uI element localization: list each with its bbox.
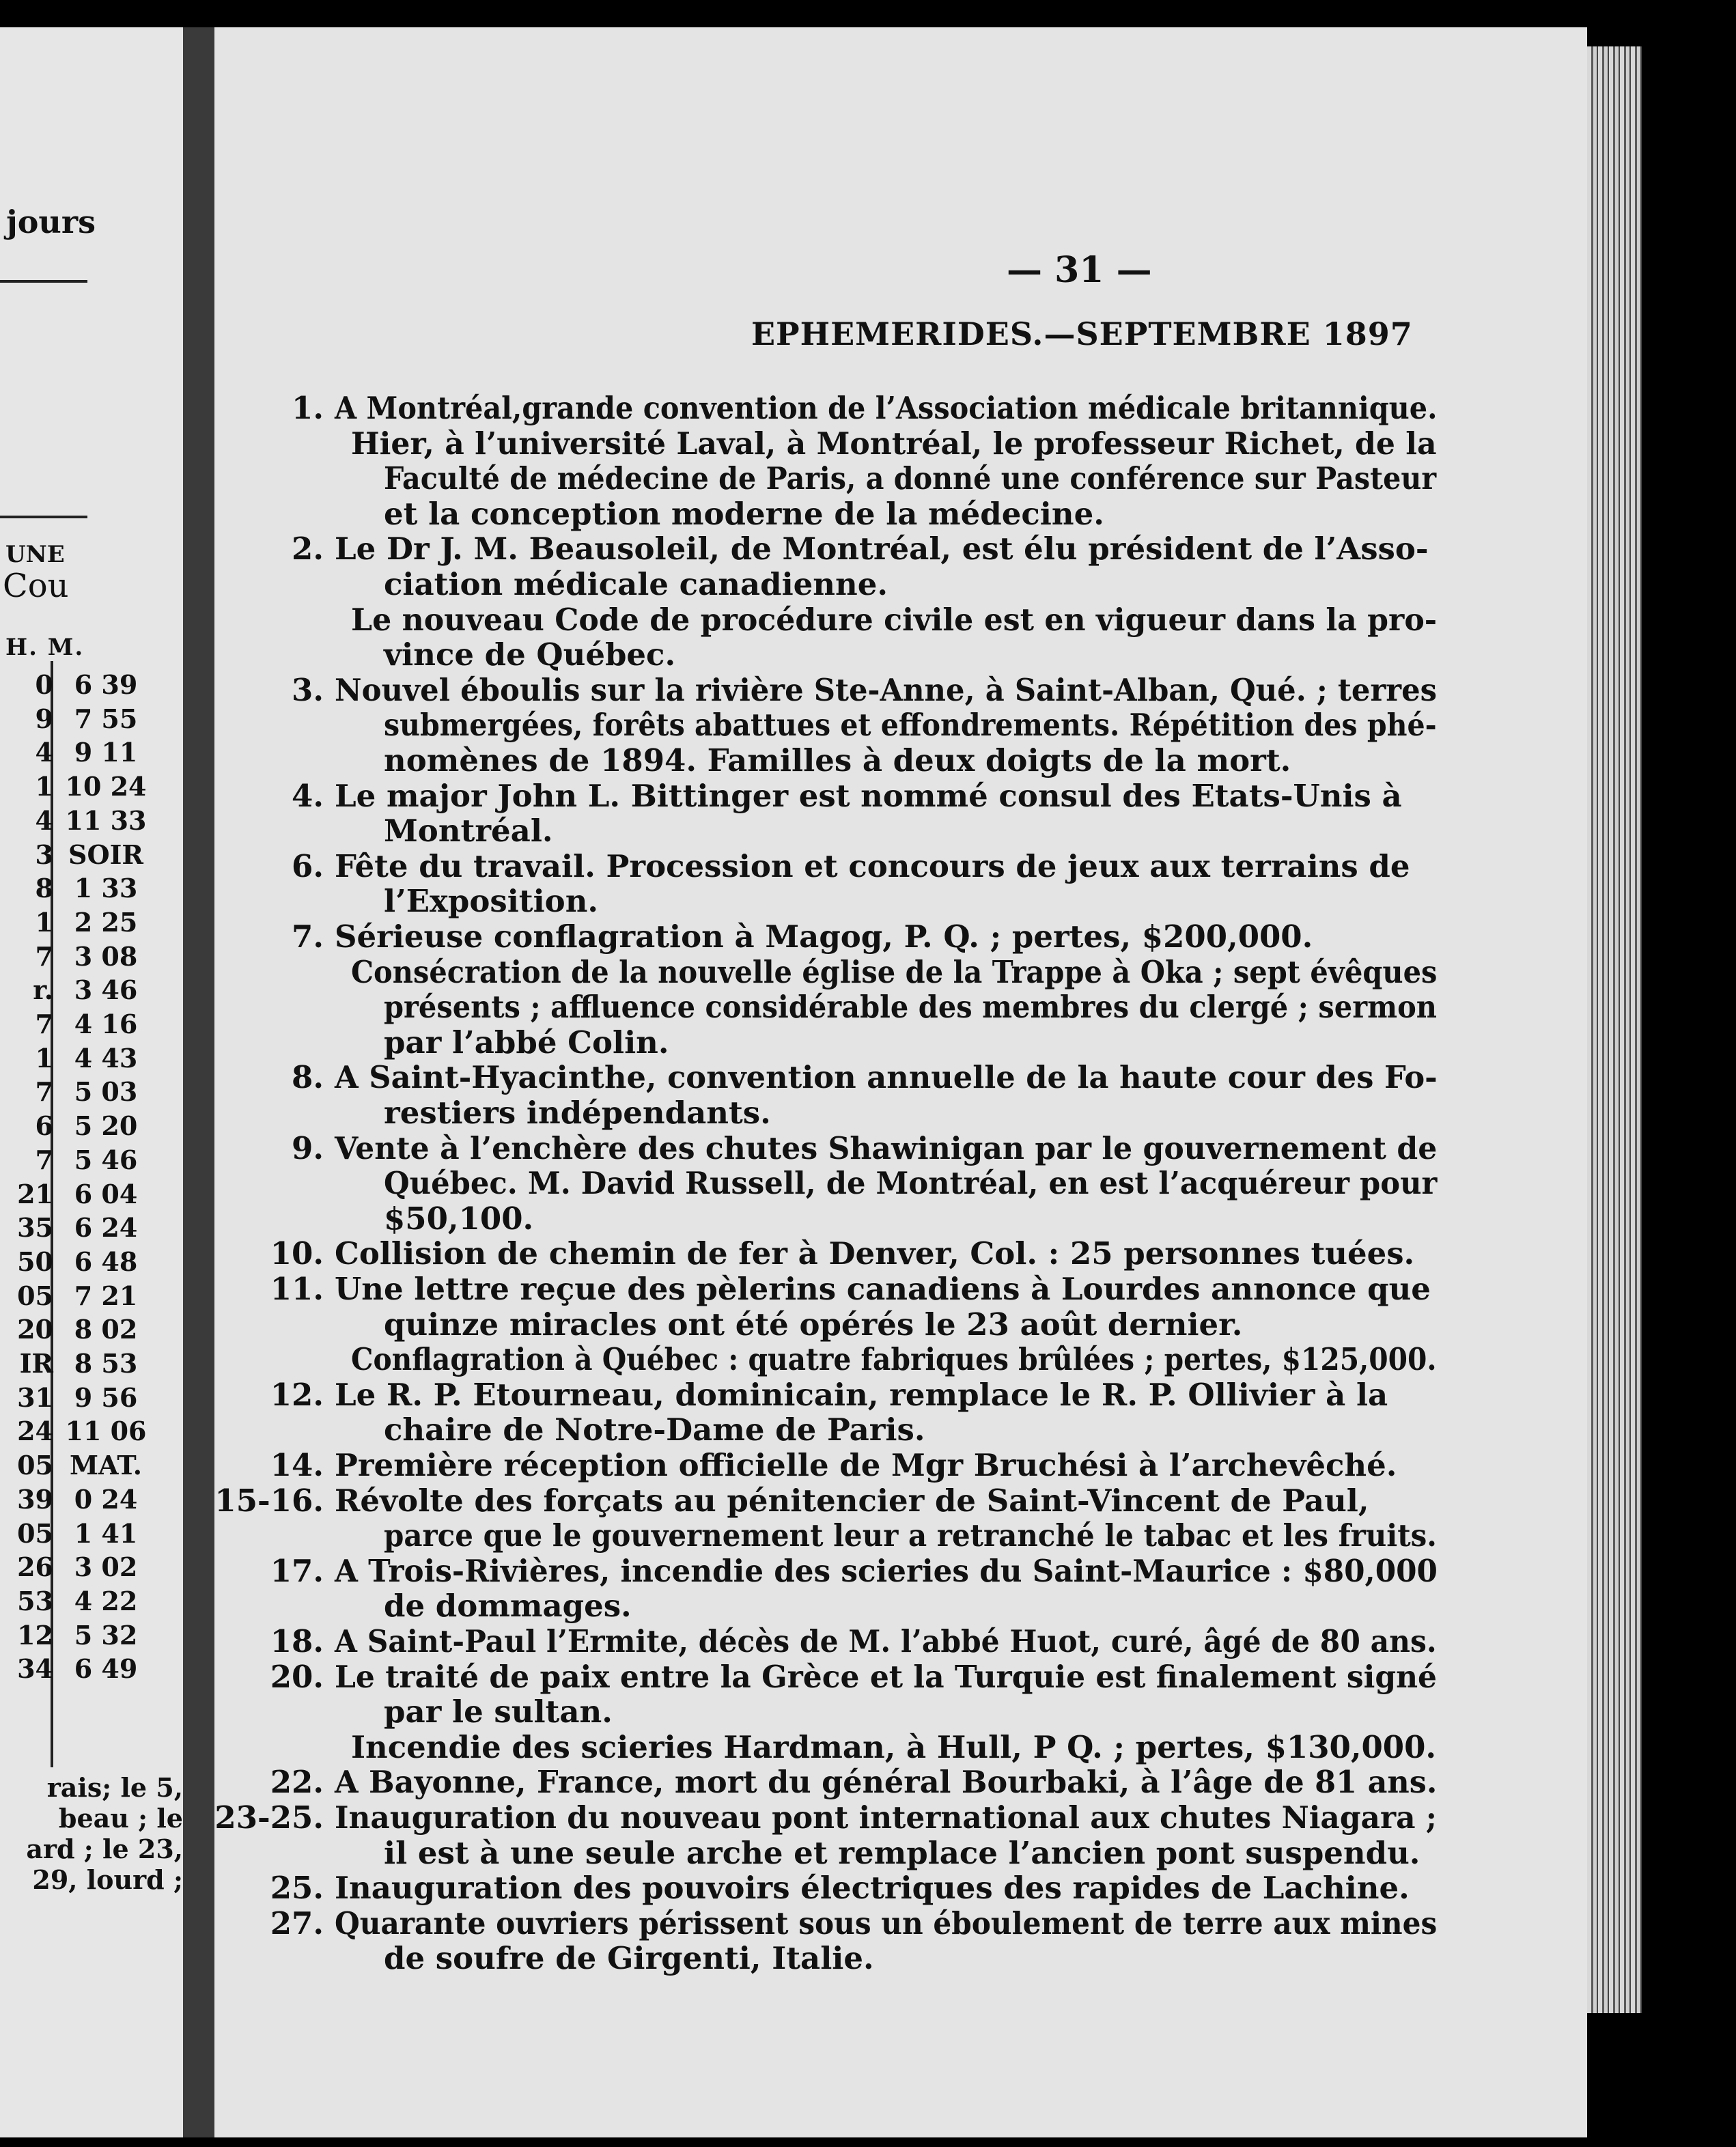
entry-text: Fête du travail. Procession et concours de jeux aux terrains de (335, 847, 1410, 884)
page-number: — 31 — (1007, 249, 1152, 291)
left-table-row (0, 737, 150, 770)
entry-text-continued: Consécration de la nouvelle église de la Trappe à Oka ; sept évêques (351, 953, 1438, 990)
left-table-row (0, 1043, 150, 1076)
entry-date: 6. (292, 847, 324, 884)
left-table-cell-b: 5 46 (74, 1144, 138, 1175)
left-table-cell-b: 4 43 (74, 1042, 138, 1074)
left-table-row (0, 941, 150, 974)
left-table-cell-a: 7 (35, 1076, 53, 1108)
entry-text-continued: et la conception moderne de la médecine. (384, 495, 1104, 532)
entry-text-continued: il est à une seule arche et remplace l’ancien pont suspendu. (384, 1834, 1420, 1871)
left-table-row (0, 1484, 150, 1517)
entry-date: 9. (292, 1129, 324, 1166)
entry-text: Inauguration du nouveau pont international aux chutes Niagara ; (335, 1799, 1437, 1836)
left-table-row (0, 1179, 150, 1211)
left-table-row (0, 1280, 150, 1313)
left-rule-middle (0, 516, 87, 518)
entry-text: Inauguration des pouvoirs électriques des rapides de Lachine. (335, 1870, 1410, 1907)
entry-date: 4. (292, 777, 324, 814)
left-table-cell-b: 5 03 (74, 1076, 138, 1108)
left-table-row (0, 1314, 150, 1347)
left-table-row (0, 1450, 150, 1483)
left-table-cell-b: 3 46 (74, 974, 138, 1006)
entry-text-continued: quinze miracles ont été opérés le 23 août dernier. (384, 1306, 1243, 1343)
entry-text-continued: nomènes de 1894. Familles à deux doigts de la mort. (384, 742, 1291, 778)
entry-text: A Montréal,grande convention de l’Association médicale britannique. (335, 390, 1438, 426)
entry-text-continued: Québec. M. David Russell, de Montréal, en est l’acquéreur pour (384, 1165, 1438, 1202)
entry-date: 11. (270, 1271, 324, 1307)
book-gutter (183, 27, 214, 2137)
left-table-row (0, 1212, 150, 1245)
left-table-row (0, 1620, 150, 1653)
left-table-cell-a: r. (33, 974, 53, 1006)
entry-text: Première réception officielle de Mgr Bruchési à l’archevêché. (335, 1447, 1397, 1483)
entry-date: 22. (270, 1764, 324, 1801)
entry-text: Le traité de paix entre la Grèce et la Turquie est finalement signé (335, 1658, 1438, 1695)
left-note-line: 29, lourd ; (32, 1864, 183, 1895)
left-table-cell-b: 1 41 (74, 1517, 138, 1549)
left-table-cell-b: 8 02 (74, 1314, 138, 1345)
left-table-cell-a: 7 (35, 940, 53, 972)
left-table-row (0, 1416, 150, 1448)
entry-text-continued: ciation médicale canadienne. (384, 566, 888, 602)
entry-text: Le Dr J. M. Beausoleil, de Montréal, est élu président de l’Asso- (335, 531, 1429, 567)
entry-text-continued: présents ; affluence considérable des membres du clergé ; sermon (384, 989, 1437, 1026)
left-table-cell-a: 7 (35, 1009, 53, 1039)
page-edges (1587, 46, 1642, 2013)
left-note-line: rais; le 5, (46, 1772, 183, 1803)
left-table-row (0, 907, 150, 940)
left-table-cell-a: 9 (35, 703, 53, 734)
left-table-cell-b: 6 49 (74, 1653, 138, 1685)
left-table-cell-b: 11 06 (65, 1416, 147, 1447)
section-title: EPHEMERIDES.—SEPTEMBRE 1897 (751, 315, 1413, 352)
left-table-row (0, 1552, 150, 1584)
left-table-cell-b: 6 48 (74, 1246, 138, 1277)
left-table-row (0, 1246, 150, 1279)
left-table-cell-a: 6 (35, 1110, 53, 1142)
previous-page (0, 27, 183, 2137)
left-table-row (0, 1009, 150, 1041)
left-table-cell-a: 21 (17, 1178, 53, 1209)
entry-text: Révolte des forçats au pénitencier de Saint-Vincent de Paul, (335, 1482, 1369, 1519)
left-table-cell-b: 5 32 (74, 1619, 138, 1651)
left-table-cell-a: 1 (35, 906, 53, 938)
left-table-cell-b: MAT. (69, 1450, 143, 1481)
left-note-line: ard ; le 23, (26, 1834, 183, 1864)
left-rule-top (0, 280, 87, 283)
left-table-cell-a: 24 (17, 1416, 53, 1447)
entry-date: 18. (270, 1623, 324, 1659)
left-table-row (0, 1145, 150, 1177)
entry-text-continued: Faculté de médecine de Paris, a donné une conférence sur Pasteur (384, 460, 1437, 497)
entry-text-continued: parce que le gouvernement leur a retranché le tabac et les fruits. (384, 1517, 1437, 1554)
entry-text-continued: Le nouveau Code de procédure civile est en vigueur dans la pro- (351, 601, 1438, 638)
entry-text-continued: chaire de Notre-Dame de Paris. (384, 1412, 925, 1448)
entry-text: Une lettre reçue des pèlerins canadiens à Lourdes annonce que (335, 1271, 1431, 1307)
left-table-row (0, 873, 150, 906)
left-table-cell-a: 12 (17, 1619, 53, 1651)
entry-text-continued: Conflagration à Québec : quatre fabriques brûlées ; pertes, $125,000. (351, 1341, 1437, 1378)
entry-date: 25. (270, 1870, 324, 1907)
entry-date: 8. (292, 1059, 324, 1096)
left-table-cell-b: 5 20 (74, 1110, 138, 1142)
entry-text-continued: restiers indépendants. (384, 1095, 771, 1131)
entry-text-continued: Hier, à l’université Laval, à Montréal, le professeur Richet, de la (351, 425, 1437, 462)
left-table-cell-a: 1 (35, 1042, 53, 1074)
left-table-cell-b: 3 08 (74, 940, 138, 972)
left-table-cell-b: 4 22 (74, 1585, 138, 1616)
entry-date: 23-25. (214, 1799, 324, 1836)
entry-text: Quarante ouvriers périssent sous un éboulement de terre aux mines (335, 1905, 1438, 1941)
entry-text: A Bayonne, France, mort du général Bourbaki, à l’âge de 81 ans. (335, 1764, 1438, 1801)
entry-text: Le R. P. Etourneau, dominicain, remplace le R. P. Ollivier à la (335, 1376, 1388, 1413)
left-table-cell-b: SOIR (68, 839, 143, 870)
entry-text: Sérieuse conflagration à Magog, P. Q. ; pertes, $200,000. (335, 918, 1313, 955)
entry-text-continued: Incendie des scieries Hardman, à Hull, P Q. ; pertes, $130,000. (351, 1728, 1437, 1765)
entry-date: 7. (292, 918, 324, 955)
left-table-cell-b: 4 16 (74, 1009, 138, 1039)
left-note-line: beau ; le (58, 1803, 183, 1834)
entry-text-continued: l’Exposition. (384, 883, 599, 920)
entry-text-continued: de dommages. (384, 1588, 632, 1625)
left-table-cell-a: 4 (35, 804, 53, 836)
left-subheader-2: Cou (3, 567, 69, 605)
left-table-cell-b: 7 21 (74, 1280, 138, 1311)
left-table-cell-b: 0 24 (74, 1483, 138, 1515)
entry-text: Le major John L. Bittinger est nommé consul des Etats-Unis à (335, 777, 1402, 814)
left-table-cell-a: 31 (17, 1381, 53, 1413)
page (214, 27, 1587, 2137)
left-table-cell-b: 6 04 (74, 1178, 138, 1209)
entry-date: 1. (292, 390, 324, 426)
left-table-cell-b: 2 25 (74, 906, 138, 938)
left-table-cell-b: 7 55 (74, 703, 138, 734)
left-table-row (0, 1348, 150, 1381)
entry-date: 20. (270, 1658, 324, 1695)
entry-date: 12. (270, 1376, 324, 1413)
left-table-row (0, 1110, 150, 1143)
left-table-cell-b: 11 33 (65, 804, 147, 836)
left-table-cell-b: 6 24 (74, 1212, 138, 1244)
left-table-cell-a: 34 (17, 1653, 53, 1685)
entry-date: 27. (270, 1905, 324, 1941)
left-table-cell-a: 39 (17, 1483, 53, 1515)
left-table-cell-a: 1 (35, 771, 53, 802)
left-table-cell-a: 0 (35, 669, 53, 700)
left-table-cell-b: 6 39 (74, 669, 138, 700)
left-table-cell-b: 3 02 (74, 1552, 138, 1583)
entry-text-continued: Montréal. (384, 813, 553, 850)
left-table-cell-a: 05 (17, 1450, 53, 1481)
entry-text-continued: vince de Québec. (384, 636, 676, 673)
left-table-cell-a: 4 (35, 737, 53, 768)
left-subheader-1: UNE (5, 541, 65, 568)
left-table-header: H. M. (5, 634, 85, 661)
left-table-cell-a: IR (19, 1348, 53, 1379)
left-table-cell-a: 05 (17, 1280, 53, 1311)
left-table-cell-b: 9 56 (74, 1381, 138, 1413)
entry-text-continued: submergées, forêts abattues et effondrements. Répétition des phé- (384, 707, 1437, 744)
left-table-row (0, 1586, 150, 1618)
left-table-cell-b: 10 24 (65, 771, 147, 802)
entry-date: 10. (270, 1235, 324, 1272)
entry-text-continued: $50,100. (384, 1200, 534, 1237)
entry-date: 15-16. (214, 1482, 324, 1519)
entry-text: A Saint-Paul l’Ermite, décès de M. l’abbé Huot, curé, âgé de 80 ans. (335, 1623, 1437, 1659)
left-table-row (0, 839, 150, 872)
left-table-row (0, 1076, 150, 1109)
entry-text: A Trois-Rivières, incendie des scieries du Saint-Maurice : $80,000 (335, 1552, 1438, 1589)
left-table-row (0, 1518, 150, 1551)
entry-text: Nouvel éboulis sur la rivière Ste-Anne, à Saint-Alban, Qué. ; terres (335, 671, 1437, 708)
entry-date: 2. (292, 531, 324, 567)
left-header-fragment: jours (6, 204, 96, 240)
left-table-cell-a: 35 (17, 1212, 53, 1244)
left-table-row (0, 1382, 150, 1415)
left-table-row (0, 974, 150, 1007)
entry-date: 14. (270, 1447, 324, 1483)
left-table-cell-a: 05 (17, 1517, 53, 1549)
left-table-cell-a: 50 (17, 1246, 53, 1277)
entry-text-continued: par le sultan. (384, 1694, 613, 1730)
entry-text-continued: par l’abbé Colin. (384, 1024, 669, 1061)
left-table-row (0, 703, 150, 736)
entry-text: Vente à l’enchère des chutes Shawinigan par le gouvernement de (335, 1129, 1438, 1166)
left-table-row (0, 669, 150, 702)
left-table-cell-a: 7 (35, 1144, 53, 1175)
entry-text: Collision de chemin de fer à Denver, Col. : 25 personnes tuées. (335, 1235, 1415, 1272)
left-table-cell-a: 20 (17, 1314, 53, 1345)
entry-date: 3. (292, 671, 324, 708)
left-table-cell-b: 1 33 (74, 873, 138, 904)
left-table-cell-a: 8 (35, 873, 53, 904)
left-table-row (0, 805, 150, 838)
left-table-cell-a: 53 (17, 1585, 53, 1616)
entry-text: A Saint-Hyacinthe, convention annuelle de la haute cour des Fo- (335, 1059, 1438, 1096)
left-table-row (0, 771, 150, 804)
left-table-row (0, 1653, 150, 1686)
left-table-cell-a: 26 (17, 1552, 53, 1583)
left-table-cell-a: 3 (35, 839, 53, 870)
left-table-cell-b: 9 11 (74, 737, 138, 768)
entry-date: 17. (270, 1552, 324, 1589)
entry-text-continued: de soufre de Girgenti, Italie. (384, 1940, 874, 1977)
left-table-cell-b: 8 53 (74, 1348, 138, 1379)
